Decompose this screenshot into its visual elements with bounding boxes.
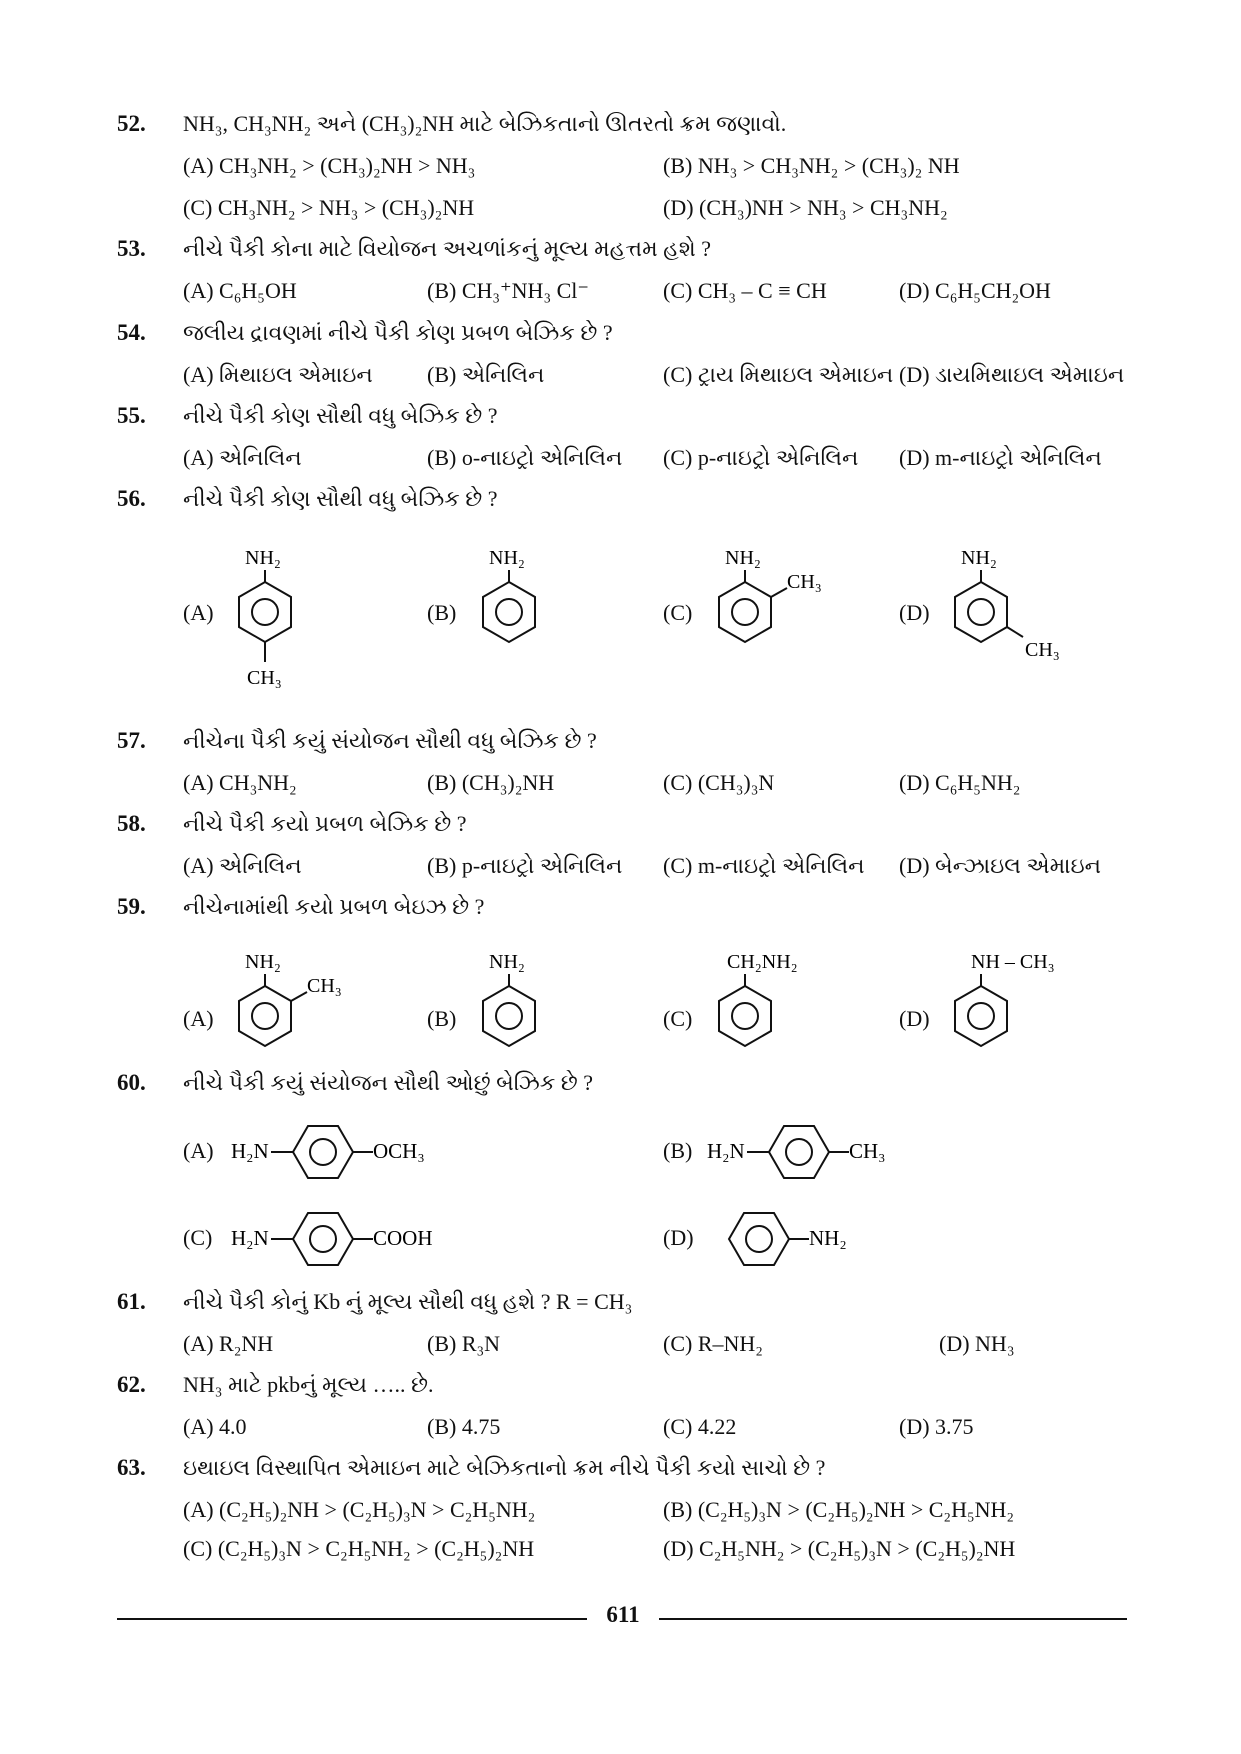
option-b: (B) NH₃ > CH₃NH₂ > (CH₃)₂ NH <box>663 153 960 178</box>
structure-60d <box>707 1205 887 1275</box>
question-text: નીચે પૈકી કયો પ્રબળ બેઝિક છે ? <box>183 811 467 836</box>
benzene-ring-icon <box>239 986 291 1046</box>
benzene-ring-icon <box>955 582 1007 642</box>
ch2nh2-label: CH₂NH₂ <box>727 951 798 973</box>
option-b: (B) <box>427 1006 457 1031</box>
nh2-label: NH₂ <box>725 547 761 569</box>
option-c: (C) p-નાઇટ્રો એનિલિન <box>663 445 859 470</box>
question-number: 62. <box>117 1372 146 1397</box>
option-b: (B) એનિલિન <box>427 362 545 387</box>
option-c: (C) R–NH₂ <box>663 1331 763 1356</box>
page-footer <box>117 1602 1127 1632</box>
nh2-label: NH₂ <box>489 547 525 569</box>
option-c: (C) m-નાઇટ્રો એનિલિન <box>663 853 865 878</box>
question-number: 54. <box>117 320 146 345</box>
question-number: 63. <box>117 1455 146 1480</box>
nh2-label: NH₂ <box>245 547 281 569</box>
option-d: (D) C₆H₅NH₂ <box>899 770 1021 795</box>
structure-59a <box>227 948 357 1058</box>
option-c: (C) <box>663 600 693 625</box>
option-d: (D) <box>899 600 930 625</box>
question-text: NH₃, CH₃NH₂ અને (CH₃)₂NH માટે બેઝિકતાનો ઊતરતો ક્રમ જણાવો. <box>183 111 787 136</box>
question-60 <box>117 1070 1127 1270</box>
question-text: નીચે પૈકી કોણ સૌથી વધુ બેઝિક છે ? <box>183 403 498 428</box>
question-text: નીચે પૈકી કોના માટે વિયોજન અચળાંકનું મૂલ્ય મહત્તમ હશે ? <box>183 236 711 261</box>
och3-label: OCH₃ <box>373 1139 425 1163</box>
option-a: (A) <box>183 1138 214 1163</box>
question-59 <box>117 894 1127 1054</box>
option-a: (A) C₆H₅OH <box>183 278 297 303</box>
benzene-ring-icon <box>719 986 771 1046</box>
option-d: (D) <box>899 1006 930 1031</box>
option-c: (C) (CH₃)₃N <box>663 770 775 795</box>
option-c: (C) 4.22 <box>663 1414 737 1439</box>
structure-56b <box>471 544 581 654</box>
structure-56a <box>227 544 337 694</box>
option-d: (D) ડાયમિથાઇલ એમાઇન <box>899 362 1125 387</box>
nhch3-label: NH – CH₃ <box>971 951 1055 973</box>
option-d: (D) NH₃ <box>939 1331 1015 1356</box>
option-a: (A) <box>183 1006 214 1031</box>
benzene-ring-icon <box>769 1126 829 1178</box>
option-a: (A) એનિલિન <box>183 445 302 470</box>
benzene-ring-icon <box>239 582 291 642</box>
benzene-ring-icon <box>293 1213 353 1265</box>
footer-rule-right <box>659 1618 1127 1620</box>
option-d: (D) (CH₃)NH > NH₃ > CH₃NH₂ <box>663 195 948 220</box>
option-b: (B) <box>427 600 457 625</box>
nh2-label: NH₂ <box>245 951 281 973</box>
question-number: 61. <box>117 1289 146 1314</box>
option-d: (D) m-નાઇટ્રો એનિલિન <box>899 445 1102 470</box>
page-number: 611 <box>606 1602 640 1627</box>
option-c: (C) CH₃ – C ≡ CH <box>663 278 827 303</box>
option-d: (D) C₂H₅NH₂ > (C₂H₅)₃N > (C₂H₅)₂NH <box>663 1536 1016 1561</box>
cooh-label: COOH <box>373 1226 433 1250</box>
option-c: (C) CH₃NH₂ > NH₃ > (CH₃)₂NH <box>183 195 475 220</box>
question-number: 53. <box>117 236 146 261</box>
option-b: (B) R₃N <box>427 1331 501 1356</box>
benzene-ring-icon <box>719 582 771 642</box>
ch3-label: CH₃ <box>787 571 822 593</box>
benzene-ring-icon <box>483 582 535 642</box>
ch3-label: CH₃ <box>1025 639 1060 661</box>
option-a: (A) એનિલિન <box>183 853 302 878</box>
option-c: (C) (C₂H₅)₃N > C₂H₅NH₂ > (C₂H₅)₂NH <box>183 1536 535 1561</box>
question-text: ઇથાઇલ વિસ્થાપિત એમાઇન માટે બેઝિકતાનો ક્રમ નીચે પૈકી કયો સાચો છે ? <box>183 1455 826 1480</box>
question-text: નીચે પૈકી કોણ સૌથી વધુ બેઝિક છે ? <box>183 486 498 511</box>
structure-59d <box>943 948 1083 1058</box>
structure-56c <box>707 544 837 654</box>
benzene-ring-icon <box>483 986 535 1046</box>
nh2-label: NH₂ <box>961 547 997 569</box>
question-number: 59. <box>117 894 146 919</box>
question-text: નીચે પૈકી કયું સંયોજન સૌથી ઓછું બેઝિક છે ? <box>183 1070 594 1095</box>
ch3-label: CH₃ <box>247 667 282 689</box>
option-c: (C) <box>183 1225 213 1250</box>
option-b: (B) p-નાઇટ્રો એનિલિન <box>427 853 623 878</box>
structure-59c <box>707 948 847 1058</box>
question-number: 52. <box>117 111 146 136</box>
h2n-label: H₂N <box>231 1226 269 1250</box>
question-number: 56. <box>117 486 146 511</box>
option-a: (A) મિથાઇલ એમાઇન <box>183 362 373 387</box>
question-text: નીચેનામાંથી કયો પ્રબળ બેઇઝ છે ? <box>183 894 485 919</box>
question-number: 58. <box>117 811 146 836</box>
option-b: (B) (CH₃)₂NH <box>427 770 555 795</box>
structure-56d <box>943 544 1083 674</box>
question-text: જલીય દ્રાવણમાં નીચે પૈકી કોણ પ્રબળ બેઝિક છે ? <box>183 320 613 345</box>
structure-60b <box>707 1118 937 1188</box>
benzene-ring-icon <box>729 1213 789 1265</box>
option-d: (D) <box>663 1225 694 1250</box>
option-b: (B) 4.75 <box>427 1414 501 1439</box>
option-c: (C) <box>663 1006 693 1031</box>
question-text: નીચે પૈકી કોનું Kb નું મૂલ્ય સૌથી વધુ હશે ? R = CH₃ <box>183 1289 633 1314</box>
question-56 <box>117 486 1127 696</box>
question-number: 57. <box>117 728 146 753</box>
h2n-label: H₂N <box>707 1139 745 1163</box>
option-b: (B) o-નાઇટ્રો એનિલિન <box>427 445 623 470</box>
option-d: (D) બેન્ઝાઇલ એમાઇન <box>899 853 1102 878</box>
question-text: નીચેના પૈકી કયું સંયોજન સૌથી વધુ બેઝિક છે ? <box>183 728 597 753</box>
structure-60a <box>231 1118 471 1188</box>
benzene-ring-icon <box>293 1126 353 1178</box>
nh2-label: NH₂ <box>489 951 525 973</box>
option-c: (C) ટ્રાય મિથાઇલ એમાઇન <box>663 362 894 387</box>
question-text: NH₃ માટે pkbનું મૂલ્ય ….. છે. <box>183 1372 434 1397</box>
footer-rule-left <box>117 1618 587 1620</box>
structure-59b <box>471 948 581 1058</box>
option-b: (B) CH₃⁺NH₃ Cl⁻ <box>427 278 590 303</box>
ch3-label: CH₃ <box>849 1139 886 1163</box>
option-a: (A) R₂NH <box>183 1331 274 1356</box>
option-b: (B) (C₂H₅)₃N > (C₂H₅)₂NH > C₂H₅NH₂ <box>663 1497 1015 1522</box>
structure-60c <box>231 1205 471 1275</box>
ch3-label: CH₃ <box>307 975 342 997</box>
option-a: (A) (C₂H₅)₂NH > (C₂H₅)₃N > C₂H₅NH₂ <box>183 1497 536 1522</box>
option-a: (A) CH₃NH₂ > (CH₃)₂NH > NH₃ <box>183 153 476 178</box>
h2n-label: H₂N <box>231 1139 269 1163</box>
nh2-label: NH₂ <box>809 1226 847 1250</box>
option-d: (D) 3.75 <box>899 1414 974 1439</box>
option-a: (A) <box>183 600 214 625</box>
option-d: (D) C₆H₅CH₂OH <box>899 278 1051 303</box>
option-a: (A) CH₃NH₂ <box>183 770 297 795</box>
benzene-ring-icon <box>955 986 1007 1046</box>
question-number: 60. <box>117 1070 146 1095</box>
option-a: (A) 4.0 <box>183 1414 247 1439</box>
question-number: 55. <box>117 403 146 428</box>
option-b: (B) <box>663 1138 693 1163</box>
